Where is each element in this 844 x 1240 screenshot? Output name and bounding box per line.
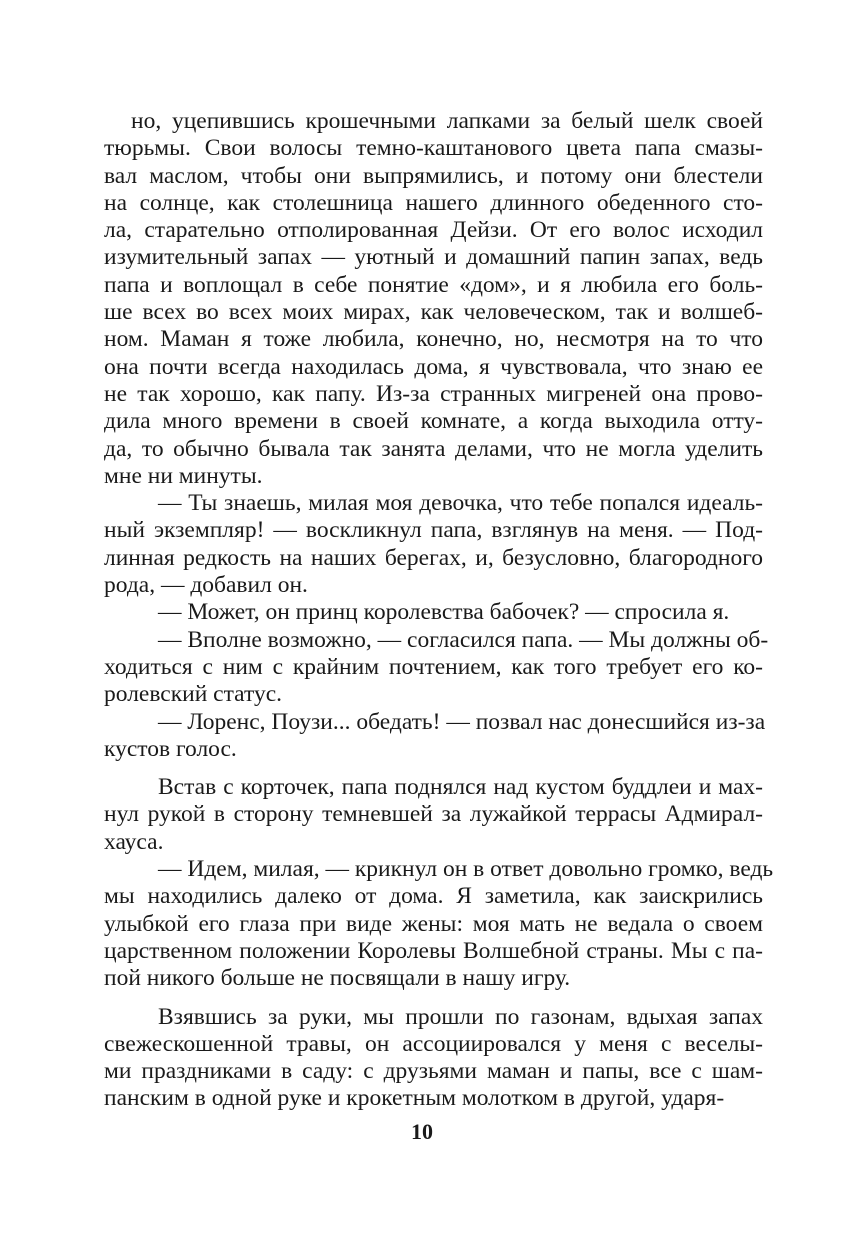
- text-line: тюрьмы. Свои волосы темно-каштанового цвета папа смазы-: [104, 135, 763, 162]
- text-line: она почти всегда находилась дома, я чувствовала, что знаю ее: [104, 353, 763, 380]
- paragraph: [104, 490, 763, 599]
- text-line: — Идем, милая, — крикнул он в ответ довольно громко, ведь: [158, 856, 774, 883]
- text-line: ла, старательно отполированная Дейзи. От его волос исходил: [104, 217, 763, 244]
- text-line: — Вполне возможно, — согласился папа. — Мы должны об-: [158, 626, 769, 653]
- paragraph: [104, 108, 763, 490]
- text-line: дила много времени в своей комнате, а когда выходила отту-: [104, 408, 763, 435]
- text-line: мне ни минуты.: [104, 462, 263, 489]
- text-line: на солнце, как столешница нашего длинного обеденного сто-: [104, 189, 763, 216]
- text-line: панским в одной руке и крокетным молотком в другой, ударя-: [104, 1085, 725, 1112]
- text-line: но, уцепившись крошечными лапками за белый шелк своей: [131, 108, 763, 134]
- text-line: Взявшись за руки, мы прошли по газонам, вдыхая запах: [158, 1003, 763, 1030]
- paragraph: [104, 774, 763, 856]
- text-line: ходиться с ним с крайним почтением, как того требует его ко-: [104, 653, 763, 680]
- text-line: рода, — добавил он.: [104, 572, 308, 599]
- text-line: нул рукой в сторону темневшей за лужайкой террасы Адмирал-: [104, 801, 763, 828]
- text-line: да, то обычно бывала так занята делами, что не могла уделить: [104, 435, 763, 462]
- text-line: мы находились далеко от дома. Я заметила, как заискрились: [104, 883, 763, 910]
- page-number: 10: [411, 1119, 433, 1144]
- paragraph: [104, 1003, 763, 1113]
- paragraph: [104, 708, 766, 764]
- body-text: [104, 108, 774, 1113]
- paragraph: [104, 626, 769, 709]
- paragraph: [131, 599, 763, 626]
- text-line: ном. Маман я тоже любила, конечно, но, несмотря на то что: [104, 326, 763, 353]
- text-line: — Может, он принц королевства бабочек? — спросила я.: [158, 599, 730, 626]
- text-line: вал маслом, чтобы они выпрямились, и потому они блестели: [104, 162, 763, 189]
- text-line: хауса.: [104, 828, 164, 855]
- text-line: изумительный запах — уютный и домашний папин запах, ведь: [104, 244, 763, 271]
- text-line: папа и воплощал в себе понятие «дом», и я любила его боль-: [104, 271, 763, 298]
- text-line: ми праздниками в саду: с друзьями маман и папы, все с шам-: [104, 1058, 763, 1085]
- text-line: линная редкость на наших берегах, и, безусловно, благородного: [104, 544, 763, 571]
- paragraph: [104, 856, 774, 992]
- text-line: — Ты знаешь, милая моя девочка, что тебе попался идеаль-: [158, 490, 763, 517]
- text-line: — Лоренс, Поузи... обедать! — позвал нас донесшийся из-за: [158, 708, 766, 735]
- text-line: ше всех во всех моих мирах, как человеческом, так и волшеб-: [104, 299, 763, 326]
- text-line: свежескошенной травы, он ассоциировался у меня с веселы-: [104, 1030, 763, 1057]
- text-line: кустов голос.: [104, 735, 237, 762]
- text-line: улыбкой его глаза при виде жены: моя мать не ведала о своем: [104, 910, 763, 937]
- text-line: царственном положении Королевы Волшебной страны. Мы с па-: [104, 937, 763, 964]
- text-line: Встав с корточек, папа поднялся над кустом буддлеи и мах-: [158, 774, 763, 801]
- text-line: не так хорошо, как папу. Из-за странных мигреней она прово-: [104, 380, 763, 407]
- text-line: пой никого больше не посвящали в нашу игру.: [104, 965, 571, 992]
- text-line: ролевский статус.: [104, 681, 283, 708]
- text-line: ный экземпляр! — воскликнул папа, взглянув на меня. — Под-: [104, 517, 763, 544]
